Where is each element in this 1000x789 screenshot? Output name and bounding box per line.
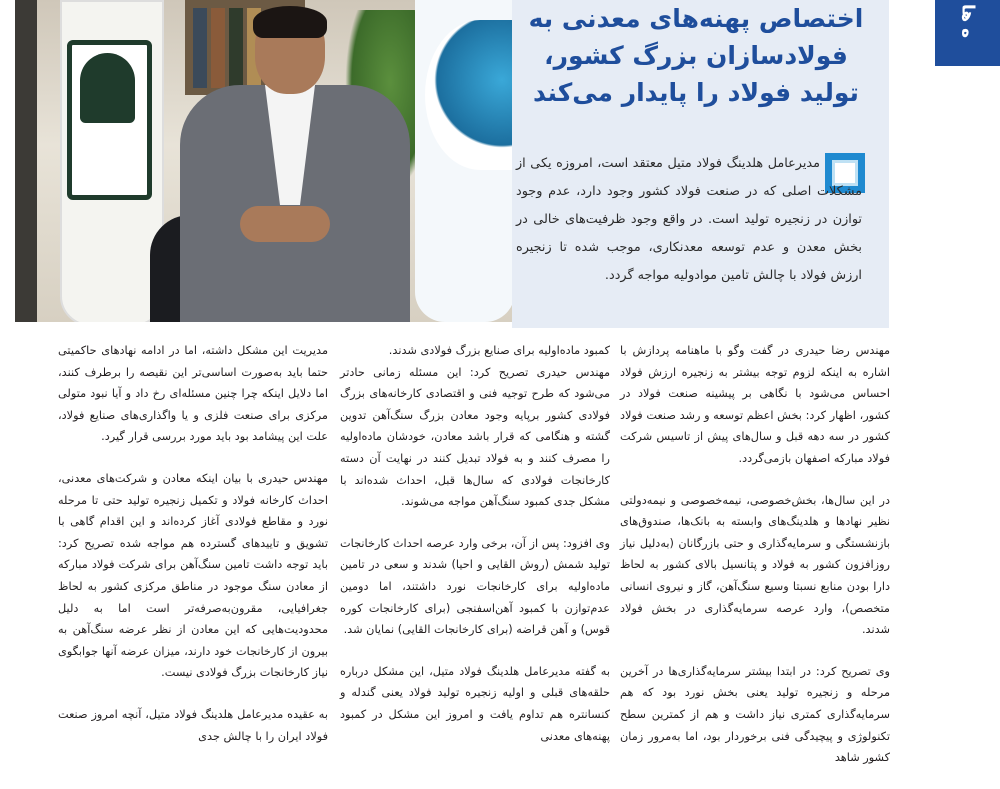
article-lead: مدیرعامل هلدینگ فولاد متیل معتقد است، امروزه یکی از مشکلات اصلی که در صنعت فولاد کشور وجود دارد، عدم وجود توازن در زنجیره تولید است. در واقع وجود ظرفیت‌های خالی در بخش معدن و عدم توسعه معدنکاری، موجب شده تا زنجیره ارزش فولاد با چالش تامین موادولیه مواجه گردد. — [516, 156, 862, 283]
text-column-middle — [340, 340, 610, 767]
paragraph: مهندس رضا حیدری در گفت وگو با ماهنامه پردازش با اشاره به اینکه لزوم توجه بیشتر به زنجیره ارزش فولاد احساس می‌شود با نگاهی بر پیشینه صنعت فولاد در کشور، اظهار کرد: بخش اعظم توسعه و رشد صنعت فولاد کشور در سه دهه قبل و سال‌های پیش از تاسیس شرکت فولاد مبارکه اصفهان بازمی‌گردد. — [620, 344, 890, 465]
book — [229, 8, 243, 88]
text-column-right — [620, 340, 890, 789]
person-hair — [253, 6, 327, 38]
section-tab[interactable] — [935, 0, 1000, 66]
paragraph: در این سال‌ها، بخش‌خصوصی، نیمه‌خصوصی و نیمه‌دولتی نظیر نهادها و هلدینگ‌های وابسته به بانک‌ها، صندوق‌های بازنشستگی و سرمایه‌گذاری و حتی بازرگانان (به‌دلیل نیاز روزافزون کشور به فولاد و پتانسیل بالای کشور به لحاظ دارا بودن منابع نسبتا وسیع سنگ‌آهن، گاز و نیروی انسانی متخصص)، وارد عرصه سرمایه‌گذاری در بخش فولاد شدند. — [620, 493, 890, 637]
article-headline: اختصاص پهنه‌های معدنی به فولادسازان بزرگ کشور، تولید فولاد را پایدار می‌کند — [528, 4, 864, 107]
photo-dark-edge — [15, 0, 37, 322]
paragraph: مهندس حیدری با بیان اینکه معادن و شرکت‌های معدنی، احداث کارخانه فولاد و تکمیل زنجیره تولید حتی تا مرحله نورد و مقاطع فولادی آغاز کرده‌اند و این اقدام گاهی با تشویق و تاییدهای گسترده هم مواجه شده تصریح کرد: باید توجه داشت تامین سنگ‌آهن برای شرکت فولاد مبارکه از معادن سنگ موجود در مناطق مرکزی کشور به لحاظ جغرافیایی، مقرون‌به‌صرفه‌تر است اما به دلیل محدودیت‌هایی که این معادن از نظر عرضه سنگ‌آهن به بیرون از کارخانجات خود دارند، میزان عرضه آنها جوابگوی نیاز کارخانجات بزرگ فولادی نیست. — [58, 471, 328, 680]
cover-photo — [15, 0, 520, 322]
person-hands — [240, 206, 330, 242]
book — [211, 8, 225, 88]
paragraph: وی تصریح کرد: در ابتدا بیشتر سرمایه‌گذاری‌ها در آخرین مرحله و زنجیره تولید یعنی بخش نورد بود که هم سرمایه‌گذاری کمتری نیاز داشت و هم از کمترین سطح تکنولوژی و پیچیدگی فنی برخوردار بود، اما به‌مرور زمان کشور شاهد — [620, 664, 890, 765]
paragraph: وی افزود: پس از آن، برخی وارد عرصه احداث کارخانجات تولید شمش (روش القایی و احیا) شدند و سعی در تامین ماده‌اولیه برای کارخانجات نورد داشتند، اما دومین عدم‌توازن با کمبود آهن‌اسفنجی (برای کارخانجات کوره قوس) و آهن قراضه (برای کارخانجات القایی) نمایان شد. — [340, 536, 610, 637]
paragraph: مدیریت این مشکل داشته، اما در ادامه نهادهای حاکمیتی حتما باید به‌صورت اساسی‌تر این نقیصه را برطرف کنند، اما دلایل اینکه چرا چنین مسئله‌ای رخ داد و آیا نبود متولی مرکزی برای صنعت فلزی و یا واگذاری‌های صنایع فولاد، علت این پیشامد بود باید مورد بررسی قرار گیرد. — [58, 344, 328, 444]
paragraph: به گفته مدیرعامل هلدینگ فولاد متیل، این مشکل درباره حلقه‌های قبلی و اولیه زنجیره تولید فولاد یعنی گندله و کنسانتره هم تداوم یافت و امروز این مشکل در کمبود پهنه‌های معدنی — [340, 664, 610, 743]
section-tab-label: ه ها — [957, 4, 978, 39]
book — [193, 8, 207, 88]
paragraph: کمبود ماده‌اولیه برای صنایع بزرگ فولادی شدند. — [388, 344, 610, 357]
text-column-left — [58, 340, 328, 767]
paragraph: به عقیده مدیرعامل هلدینگ فولاد متیل، آنچه امروز صنعت فولاد ایران را با چالش جدی — [58, 707, 328, 743]
paragraph: مهندس حیدری تصریح کرد: این مسئله زمانی حادتر می‌شود که طرح توجیه فنی و اقتصادی کارخانه‌های بزرگ فولادی کشور برپایه وجود معادن بزرگ سنگ‌آهن تدوین گشته و هنگامی که قرار باشد معادن، خودشان ماده‌اولیه را مصرف کنند و به فولاد تبدیل کنند در نهایت آن دسته کارخانجات فولادی که سال‌ها قبل، احداث شده‌اند با مشکل جدی کمبود سنگ‌آهن مواجه می‌شوند. — [340, 365, 610, 509]
green-emblem-logo — [67, 40, 152, 200]
